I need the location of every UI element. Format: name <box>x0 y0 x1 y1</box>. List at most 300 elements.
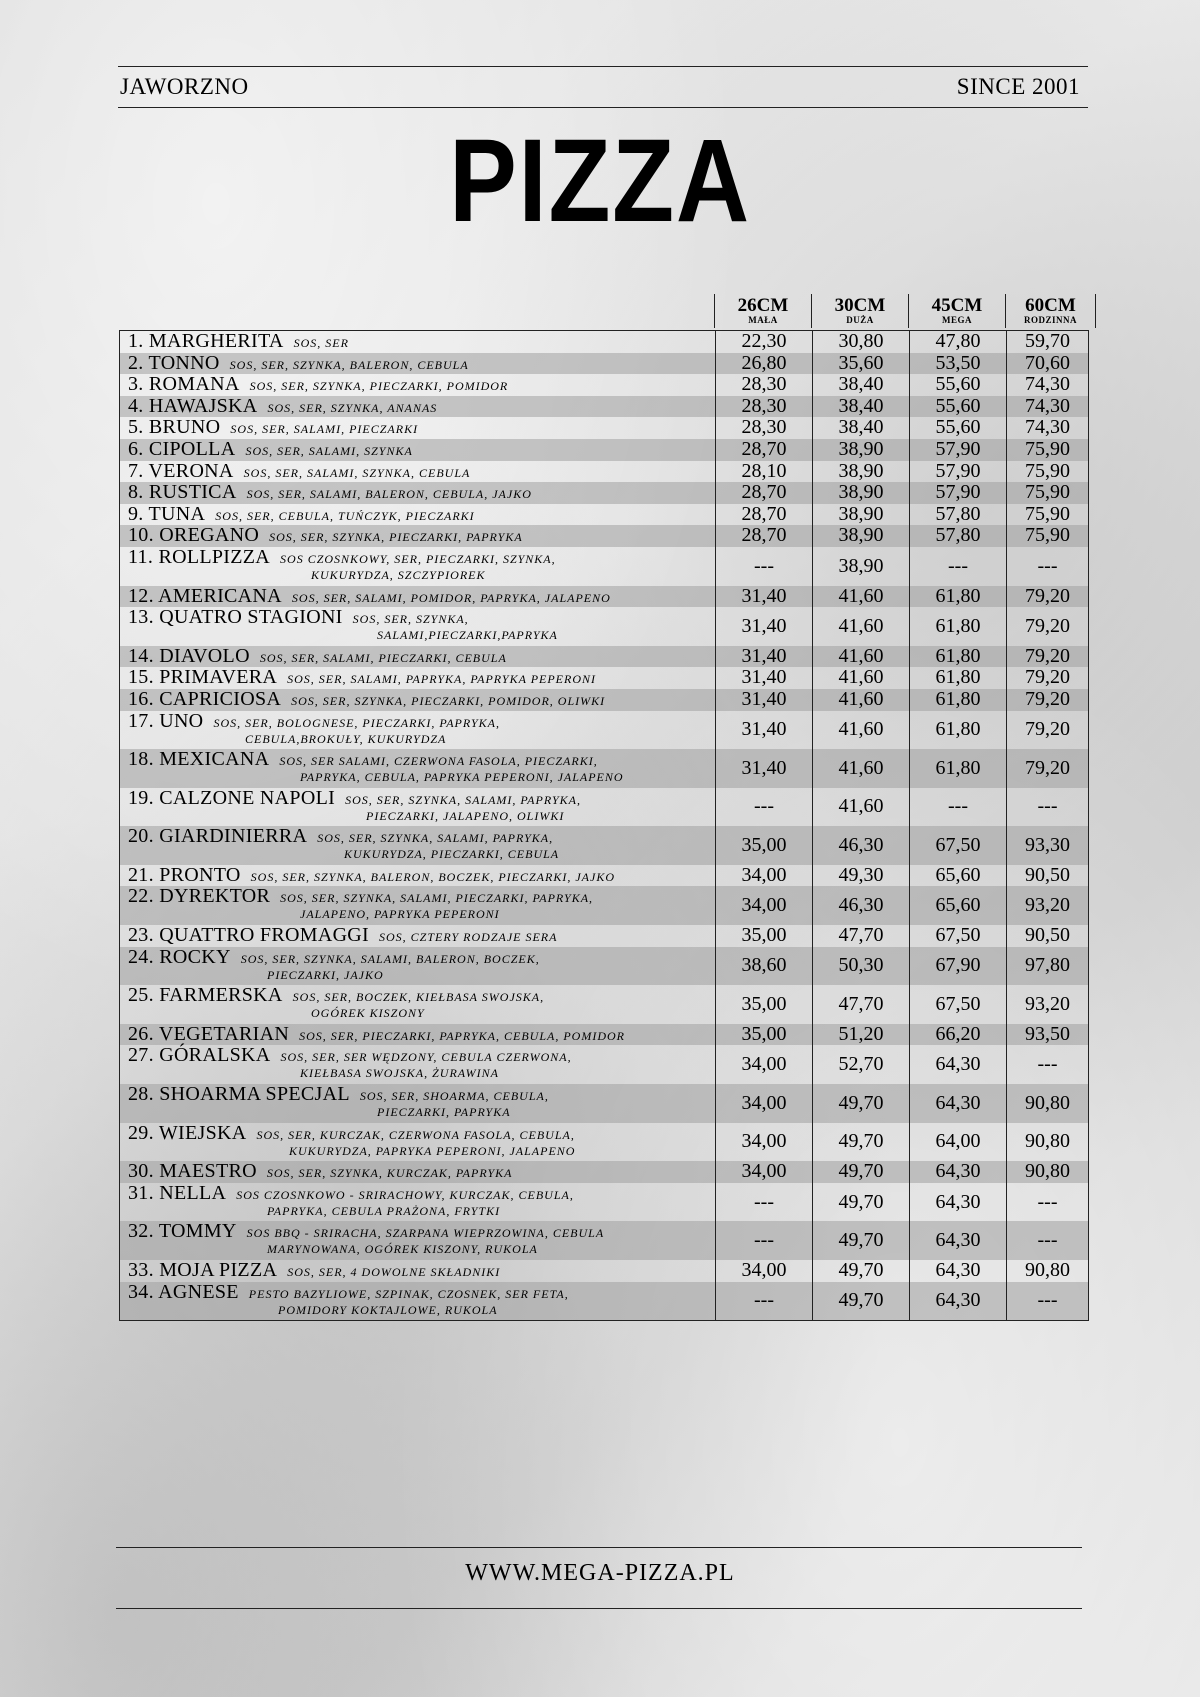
price-cell: 31,40 <box>715 646 812 668</box>
pizza-name: 4. HAWAJSKA <box>128 394 258 417</box>
pizza-ingredients: SOS, SER, SALAMI, SZYNKA, CEBULA <box>243 465 471 480</box>
pizza-name: 13. QUATRO STAGIONI <box>128 606 343 629</box>
pizza-ingredients: SOS, SER, SZYNKA, SALAMI, PAPRYKA, <box>345 792 581 807</box>
table-row <box>120 947 1088 986</box>
size-column-header <box>811 294 908 328</box>
price-cell: 41,60 <box>812 689 909 711</box>
price-cell: 38,40 <box>812 396 909 418</box>
pizza-ingredients-continued: KUKURYDZA, PAPRYKA PEPERONI, JALAPENO <box>289 1143 576 1158</box>
price-cell: 74,30 <box>1006 396 1088 418</box>
pizza-name-cell <box>120 689 715 711</box>
price-cell: 46,30 <box>812 886 909 925</box>
price-cell: 49,70 <box>812 1260 909 1282</box>
price-cell: 41,60 <box>812 749 909 788</box>
pizza-name-cell <box>120 353 715 375</box>
table-row <box>120 417 1088 439</box>
price-cell: 28,30 <box>715 417 812 439</box>
price-cell: 34,00 <box>715 865 812 887</box>
pizza-name-cell <box>120 1260 715 1282</box>
price-cell: 93,20 <box>1006 985 1088 1024</box>
pizza-name-cell <box>120 331 715 353</box>
price-cell: 49,70 <box>812 1161 909 1183</box>
table-row <box>120 461 1088 483</box>
price-cell: 31,40 <box>715 607 812 646</box>
pizza-name-cell <box>120 985 715 1024</box>
table-row <box>120 439 1088 461</box>
table-row <box>120 525 1088 547</box>
pizza-name: 31. NELLA <box>128 1181 227 1204</box>
price-cell: --- <box>715 788 812 827</box>
table-row <box>120 826 1088 865</box>
price-cell: 35,00 <box>715 1024 812 1046</box>
pizza-name: 28. SHOARMA SPECJAL <box>128 1083 350 1106</box>
table-row <box>120 749 1088 788</box>
price-cell: --- <box>909 788 1006 827</box>
table-row <box>120 1260 1088 1282</box>
pizza-name: 29. WIEJSKA <box>128 1121 247 1144</box>
top-rule <box>118 66 1088 67</box>
pizza-name: 21. PRONTO <box>128 863 241 886</box>
pizza-ingredients: SOS, SER, SZYNKA, KURCZAK, PAPRYKA <box>266 1166 513 1181</box>
pizza-ingredients: SOS, SER, 4 DOWOLNE SKŁADNIKI <box>287 1265 501 1279</box>
pizza-ingredients-continued: SALAMI,PIECZARKI,PAPRYKA <box>377 628 558 643</box>
price-cell: 79,20 <box>1006 749 1088 788</box>
price-cell: --- <box>1006 1183 1088 1222</box>
pizza-name: 23. QUATTRO FROMAGGI <box>128 924 370 947</box>
pizza-ingredients: SOS, SER SALAMI, CZERWONA FASOLA, PIECZARKI, <box>279 754 598 769</box>
price-cell: 38,90 <box>812 482 909 504</box>
pizza-name: 11. ROLLPIZZA <box>128 545 271 568</box>
price-cell: 38,40 <box>812 417 909 439</box>
price-cell: 41,60 <box>812 711 909 750</box>
pizza-name-cell <box>120 947 715 986</box>
table-row <box>120 788 1088 827</box>
price-cell: 31,40 <box>715 711 812 750</box>
pizza-name-cell <box>120 865 715 887</box>
price-cell: 79,20 <box>1006 646 1088 668</box>
pizza-ingredients: SOS, CZTERY RODZAJE SERA <box>379 930 558 945</box>
price-cell: 57,80 <box>909 525 1006 547</box>
size-value: 30CM <box>834 295 886 316</box>
pizza-name: 32. TOMMY <box>128 1220 237 1243</box>
price-cell: 64,30 <box>909 1282 1006 1321</box>
pizza-name: 20. GIARDINIERRA <box>128 825 308 848</box>
price-cell: 93,20 <box>1006 886 1088 925</box>
price-cell: --- <box>1006 788 1088 827</box>
price-cell: 51,20 <box>812 1024 909 1046</box>
pizza-ingredients-continued: CEBULA,BROKUŁY, KUKURYDZA <box>245 731 447 746</box>
pizza-ingredients-continued: KUKURYDZA, PIECZARKI, CEBULA <box>344 847 560 862</box>
pizza-ingredients: SOS, SER, SALAMI, POMIDOR, PAPRYKA, JALAPENO <box>291 590 611 605</box>
pizza-name-cell <box>120 1123 715 1162</box>
price-cell: 66,20 <box>909 1024 1006 1046</box>
pizza-name: 24. ROCKY <box>128 945 231 968</box>
price-cell: 38,90 <box>812 439 909 461</box>
table-row <box>120 547 1088 586</box>
pizza-ingredients-continued: PIECZARKI, JAJKO <box>267 967 384 982</box>
price-cell: 34,00 <box>715 886 812 925</box>
price-cell: 38,60 <box>715 947 812 986</box>
price-cell: 79,20 <box>1006 667 1088 689</box>
table-row <box>120 1024 1088 1046</box>
price-cell: 28,70 <box>715 525 812 547</box>
pizza-name: 34. AGNESE <box>128 1280 239 1303</box>
price-cell: --- <box>1006 1045 1088 1084</box>
pizza-name: 7. VERONA <box>128 459 234 482</box>
pizza-ingredients: SOS, SER, SZYNKA, PIECZARKI, POMIDOR <box>249 379 509 394</box>
price-cell: 57,90 <box>909 461 1006 483</box>
pizza-name: 3. ROMANA <box>128 373 240 396</box>
pizza-ingredients-continued: PIECZARKI, JALAPENO, OLIWKI <box>366 808 565 823</box>
table-row <box>120 374 1088 396</box>
price-cell: 70,60 <box>1006 353 1088 375</box>
table-row <box>120 1084 1088 1123</box>
table-row <box>120 482 1088 504</box>
pizza-name: 27. GÓRALSKA <box>128 1044 271 1067</box>
price-cell: 90,50 <box>1006 865 1088 887</box>
pizza-name: 26. VEGETARIAN <box>128 1022 290 1045</box>
pizza-name: 33. MOJA PIZZA <box>128 1259 278 1281</box>
size-column-header <box>908 294 1005 328</box>
price-cell: --- <box>909 547 1006 586</box>
price-cell: 28,70 <box>715 504 812 526</box>
pizza-name-cell <box>120 925 715 947</box>
price-cell: 93,30 <box>1006 826 1088 865</box>
price-cell: 31,40 <box>715 667 812 689</box>
price-cell: 75,90 <box>1006 461 1088 483</box>
pizza-name: 14. DIAVOLO <box>128 644 250 667</box>
pizza-name: 12. AMERICANA <box>128 584 282 607</box>
table-row <box>120 504 1088 526</box>
table-row <box>120 985 1088 1024</box>
footer-rule <box>116 1547 1082 1548</box>
pizza-name-cell <box>120 826 715 865</box>
price-cell: 49,70 <box>812 1183 909 1222</box>
pizza-name-cell <box>120 1024 715 1046</box>
price-cell: 90,80 <box>1006 1260 1088 1282</box>
pizza-name-cell <box>120 607 715 646</box>
pizza-ingredients-continued: OGÓREK KISZONY <box>311 1006 425 1021</box>
price-cell: --- <box>1006 1282 1088 1321</box>
pizza-name-cell <box>120 749 715 788</box>
pizza-name-cell <box>120 525 715 547</box>
pizza-ingredients: SOS, SER, SALAMI, SZYNKA <box>245 443 413 458</box>
table-row <box>120 607 1088 646</box>
pizza-ingredients: SOS CZOSNKOWY, SER, PIECZARKI, SZYNKA, <box>280 551 556 566</box>
table-row <box>120 711 1088 750</box>
city-label: JAWORZNO <box>120 74 249 99</box>
pizza-ingredients: SOS, SER, SZYNKA, SALAMI, PAPRYKA, <box>317 831 554 846</box>
pizza-name: 2. TONNO <box>128 351 220 374</box>
pizza-ingredients-continued: KUKURYDZA, SZCZYPIOREK <box>311 567 486 582</box>
price-cell: 97,80 <box>1006 947 1088 986</box>
price-cell: 61,80 <box>909 646 1006 668</box>
table-row <box>120 353 1088 375</box>
pizza-name-cell <box>120 417 715 439</box>
size-column-header <box>714 294 811 328</box>
pizza-ingredients-continued: POMIDORY KOKTAJLOWE, RUKOLA <box>278 1302 498 1317</box>
pizza-ingredients: SOS, SER, SALAMI, BALERON, CEBULA, JAJKO <box>246 487 532 502</box>
price-cell: 49,70 <box>812 1084 909 1123</box>
pizza-name-cell <box>120 1282 715 1321</box>
price-cell: 64,30 <box>909 1260 1006 1282</box>
table-row <box>120 396 1088 418</box>
pizza-ingredients: SOS, SER <box>293 336 349 350</box>
price-cell: 64,30 <box>909 1221 1006 1260</box>
table-row <box>120 586 1088 608</box>
pizza-menu-table <box>119 330 1089 1321</box>
price-cell: 55,60 <box>909 396 1006 418</box>
price-cell: 93,50 <box>1006 1024 1088 1046</box>
table-row <box>120 1161 1088 1183</box>
price-cell: 90,80 <box>1006 1123 1088 1162</box>
price-cell: 74,30 <box>1006 374 1088 396</box>
table-row <box>120 331 1088 353</box>
pizza-name: 1. MARGHERITA <box>128 330 284 352</box>
price-cell: 61,80 <box>909 586 1006 608</box>
pizza-name: 19. CALZONE NAPOLI <box>128 786 336 809</box>
price-cell: 64,30 <box>909 1161 1006 1183</box>
pizza-ingredients: SOS, SER, SHOARMA, CEBULA, <box>359 1089 549 1104</box>
price-cell: 38,40 <box>812 374 909 396</box>
pizza-ingredients: SOS, SER, SALAMI, PIECZARKI, CEBULA <box>259 650 507 665</box>
price-cell: 52,70 <box>812 1045 909 1084</box>
pizza-name-cell <box>120 586 715 608</box>
pizza-name: 6. CIPOLLA <box>128 437 236 460</box>
footer-rule-bottom <box>116 1608 1082 1609</box>
price-cell: 75,90 <box>1006 525 1088 547</box>
price-cell: 22,30 <box>715 331 812 353</box>
pizza-name-cell <box>120 1045 715 1084</box>
price-cell: 34,00 <box>715 1123 812 1162</box>
price-cell: 47,80 <box>909 331 1006 353</box>
price-cell: 79,20 <box>1006 607 1088 646</box>
price-cell: 75,90 <box>1006 482 1088 504</box>
pizza-name-cell <box>120 482 715 504</box>
pizza-name-cell <box>120 439 715 461</box>
pizza-name-cell <box>120 504 715 526</box>
price-cell: 61,80 <box>909 749 1006 788</box>
pizza-name: 17. UNO <box>128 709 204 732</box>
price-cell: 49,70 <box>812 1123 909 1162</box>
price-cell: 47,70 <box>812 925 909 947</box>
size-value: 60CM <box>1025 295 1076 316</box>
table-row <box>120 1045 1088 1084</box>
price-cell: 75,90 <box>1006 504 1088 526</box>
table-row <box>120 667 1088 689</box>
pizza-name: 16. CAPRICIOSA <box>128 687 282 710</box>
table-row <box>120 689 1088 711</box>
price-cell: 64,30 <box>909 1084 1006 1123</box>
pizza-ingredients: SOS, SER, SZYNKA, SALAMI, BALERON, BOCZEK, <box>240 951 540 966</box>
price-cell: 28,70 <box>715 439 812 461</box>
price-cell: 49,70 <box>812 1221 909 1260</box>
price-cell: 41,60 <box>812 586 909 608</box>
pizza-ingredients: SOS, SER, KURCZAK, CZERWONA FASOLA, CEBULA, <box>256 1127 575 1142</box>
table-row <box>120 925 1088 947</box>
page-title: PIZZA <box>449 115 751 247</box>
pizza-name-cell <box>120 711 715 750</box>
pizza-ingredients: SOS, SER, SZYNKA, ANANAS <box>267 400 438 415</box>
price-cell: 79,20 <box>1006 586 1088 608</box>
price-cell: 38,90 <box>812 547 909 586</box>
pizza-name-cell <box>120 374 715 396</box>
pizza-name-cell <box>120 1221 715 1260</box>
price-cell: --- <box>715 1183 812 1222</box>
price-cell: 35,00 <box>715 985 812 1024</box>
price-cell: 38,90 <box>812 525 909 547</box>
pizza-ingredients: SOS CZOSNKOWO - SRIRACHOWY, KURCZAK, CEBULA, <box>236 1187 574 1202</box>
pizza-ingredients: SOS, SER, SALAMI, PAPRYKA, PAPRYKA PEPERONI <box>287 672 597 687</box>
price-cell: 31,40 <box>715 689 812 711</box>
price-cell: 64,30 <box>909 1045 1006 1084</box>
price-cell: 34,00 <box>715 1084 812 1123</box>
pizza-name-cell <box>120 788 715 827</box>
pizza-name-cell <box>120 461 715 483</box>
price-cell: 65,60 <box>909 886 1006 925</box>
price-cell: 64,00 <box>909 1123 1006 1162</box>
price-cell: 28,30 <box>715 374 812 396</box>
price-cell: 61,80 <box>909 667 1006 689</box>
price-cell: 35,60 <box>812 353 909 375</box>
table-row <box>120 865 1088 887</box>
price-cell: 41,60 <box>812 788 909 827</box>
price-cell: 67,50 <box>909 925 1006 947</box>
price-cell: 64,30 <box>909 1183 1006 1222</box>
pizza-name: 25. FARMERSKA <box>128 984 283 1007</box>
price-cell: 38,90 <box>812 461 909 483</box>
price-cell: 35,00 <box>715 925 812 947</box>
price-cell: 26,80 <box>715 353 812 375</box>
pizza-name: 30. MAESTRO <box>128 1160 257 1183</box>
price-cell: 49,30 <box>812 865 909 887</box>
pizza-ingredients: SOS, SER, SALAMI, PIECZARKI <box>230 422 419 437</box>
pizza-ingredients: SOS, SER, CEBULA, TUŃCZYK, PIECZARKI <box>215 508 475 523</box>
size-value: 45CM <box>931 295 983 316</box>
price-cell: 53,50 <box>909 353 1006 375</box>
pizza-name-cell <box>120 1183 715 1222</box>
price-cell: 61,80 <box>909 711 1006 750</box>
price-cell: 46,30 <box>812 826 909 865</box>
price-cell: 75,90 <box>1006 439 1088 461</box>
price-cell: 31,40 <box>715 749 812 788</box>
pizza-ingredients: SOS, SER, SZYNKA, PIECZARKI, PAPRYKA <box>269 530 523 545</box>
pizza-ingredients: SOS, SER, PIECZARKI, PAPRYKA, CEBULA, POMIDOR <box>299 1028 625 1043</box>
table-row <box>120 646 1088 668</box>
pizza-name: 9. TUNA <box>128 502 206 525</box>
website-url: WWW.MEGA-PIZZA.PL <box>465 1560 735 1586</box>
price-cell: 57,90 <box>909 482 1006 504</box>
price-cell: 74,30 <box>1006 417 1088 439</box>
size-label: MEGA <box>942 315 972 325</box>
pizza-ingredients: SOS, SER, SER WĘDZONY, CEBULA CZERWONA, <box>280 1050 572 1065</box>
price-cell: 34,00 <box>715 1161 812 1183</box>
pizza-name-cell <box>120 547 715 586</box>
price-cell: 50,30 <box>812 947 909 986</box>
price-cell: 90,80 <box>1006 1084 1088 1123</box>
pizza-name-cell <box>120 886 715 925</box>
pizza-ingredients-continued: MARYNOWANA, OGÓREK KISZONY, RUKOLA <box>267 1242 538 1257</box>
pizza-ingredients: SOS, SER, SZYNKA, SALAMI, PIECZARKI, PAPRYKA, <box>280 891 594 906</box>
pizza-name: 15. PRIMAVERA <box>128 666 278 689</box>
price-cell: 47,70 <box>812 985 909 1024</box>
price-cell: 28,70 <box>715 482 812 504</box>
price-cell: 90,80 <box>1006 1161 1088 1183</box>
price-cell: 57,90 <box>909 439 1006 461</box>
price-cell: --- <box>715 547 812 586</box>
pizza-ingredients: SOS, SER, SZYNKA, <box>352 612 469 627</box>
price-cell: 31,40 <box>715 586 812 608</box>
pizza-name: 5. BRUNO <box>128 416 221 439</box>
pizza-ingredients-continued: KIEŁBASA SWOJSKA, ŻURAWINA <box>300 1066 499 1081</box>
price-cell: 67,90 <box>909 947 1006 986</box>
since-label: SINCE 2001 <box>956 74 1080 99</box>
price-cell: 59,70 <box>1006 331 1088 353</box>
price-cell: --- <box>715 1282 812 1321</box>
pizza-ingredients-continued: PAPRYKA, CEBULA, PAPRYKA PEPERONI, JALAPENO <box>300 770 624 785</box>
price-cell: --- <box>1006 547 1088 586</box>
size-value: 26CM <box>737 295 789 316</box>
pizza-name-cell <box>120 646 715 668</box>
price-cell: 57,80 <box>909 504 1006 526</box>
price-cell: 34,00 <box>715 1045 812 1084</box>
pizza-ingredients-continued: PAPRYKA, CEBULA PRAŻONA, FRYTKI <box>267 1203 501 1218</box>
pizza-name-cell <box>120 667 715 689</box>
size-label: MAŁA <box>748 315 778 325</box>
pizza-ingredients: SOS, SER, SZYNKA, BALERON, CEBULA <box>229 357 469 372</box>
price-cell: --- <box>715 1221 812 1260</box>
size-label: RODZINNA <box>1023 315 1077 325</box>
price-cell: 61,80 <box>909 607 1006 646</box>
table-row <box>120 1183 1088 1222</box>
price-cell: 35,00 <box>715 826 812 865</box>
price-cell: 41,60 <box>812 667 909 689</box>
price-cell: 79,20 <box>1006 689 1088 711</box>
size-label: DUŻA <box>846 315 874 325</box>
price-cell: 41,60 <box>812 607 909 646</box>
price-cell: 49,70 <box>812 1282 909 1321</box>
pizza-ingredients: SOS, SER, SZYNKA, BALERON, BOCZEK, PIECZARKI, JAJKO <box>250 869 615 884</box>
table-row <box>120 1123 1088 1162</box>
price-cell: 61,80 <box>909 689 1006 711</box>
price-cell: 41,60 <box>812 646 909 668</box>
price-cell: 65,60 <box>909 865 1006 887</box>
price-cell: 55,60 <box>909 417 1006 439</box>
pizza-ingredients: SOS, SER, BOLOGNESE, PIECZARKI, PAPRYKA, <box>213 715 500 730</box>
price-cell: 67,50 <box>909 985 1006 1024</box>
pizza-ingredients: PESTO BAZYLIOWE, SZPINAK, CZOSNEK, SER FETA, <box>248 1286 569 1301</box>
price-cell: 79,20 <box>1006 711 1088 750</box>
table-row <box>120 1282 1088 1321</box>
price-cell: 90,50 <box>1006 925 1088 947</box>
price-cell: --- <box>1006 1221 1088 1260</box>
pizza-name: 22. DYREKTOR <box>128 885 271 908</box>
pizza-name-cell <box>120 1084 715 1123</box>
table-row <box>120 886 1088 925</box>
pizza-name: 10. OREGANO <box>128 524 260 547</box>
pizza-ingredients: SOS BBQ - SRIRACHA, SZARPANA WIEPRZOWINA, CEBULA <box>246 1226 605 1241</box>
price-cell: 28,10 <box>715 461 812 483</box>
pizza-name: 8. RUSTICA <box>128 481 237 504</box>
pizza-ingredients-continued: PIECZARKI, PAPRYKA <box>377 1105 511 1120</box>
price-cell: 34,00 <box>715 1260 812 1282</box>
header-rule <box>118 107 1088 108</box>
price-cell: 55,60 <box>909 374 1006 396</box>
size-column-header <box>1005 294 1096 328</box>
pizza-ingredients-continued: JALAPENO, PAPRYKA PEPERONI <box>300 907 500 922</box>
price-cell: 28,30 <box>715 396 812 418</box>
price-cell: 67,50 <box>909 826 1006 865</box>
